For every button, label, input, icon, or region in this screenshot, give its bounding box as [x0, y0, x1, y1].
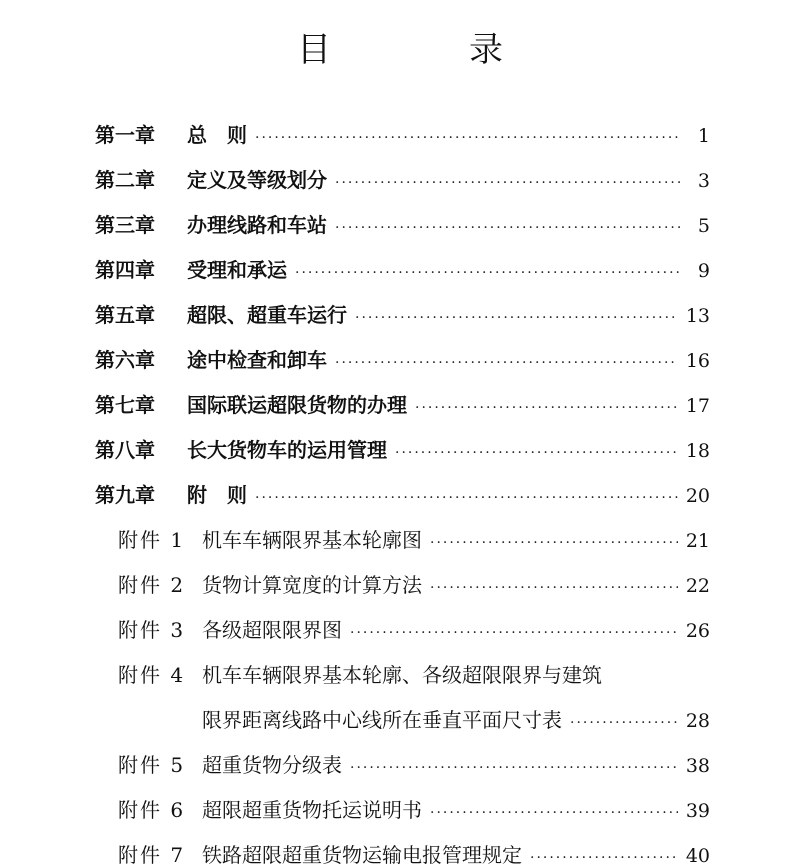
- dot-leader: [255, 130, 680, 146]
- page-number: 5: [697, 215, 710, 237]
- dot-leader: [350, 760, 678, 776]
- dot-leader: [335, 355, 678, 371]
- attachment-number: 附件 2: [118, 573, 186, 597]
- chapter-title: 总 则: [187, 123, 247, 147]
- toc-entry-attachment-6[interactable]: [118, 794, 710, 822]
- toc-entry-attachment-7[interactable]: [118, 839, 710, 867]
- dot-leader: [570, 715, 678, 731]
- dot-leader: [350, 625, 678, 641]
- page-number: 28: [685, 710, 710, 732]
- page-number: 1: [697, 125, 710, 147]
- chapter-title: 定义及等级划分: [187, 168, 327, 192]
- attachment-title: 机车车辆限界基本轮廓、各级超限限界与建筑: [202, 663, 602, 687]
- attachment-title: 机车车辆限界基本轮廓图: [202, 528, 422, 552]
- toc-entry-attachment-1[interactable]: [118, 524, 710, 552]
- toc-entry-chapter-3[interactable]: [95, 209, 710, 237]
- attachment-number: 附件 7: [118, 843, 186, 867]
- toc-entry-chapter-5[interactable]: [95, 299, 710, 327]
- toc-entry-attachment-5[interactable]: [118, 749, 710, 777]
- attachment-title-line2: 限界距离线路中心线所在垂直平面尺寸表: [202, 708, 562, 732]
- dot-leader: [335, 220, 680, 236]
- chapter-title: 受理和承运: [187, 258, 287, 282]
- page-number: 40: [685, 845, 710, 867]
- dot-leader: [430, 580, 678, 596]
- toc-entry-chapter-2[interactable]: [95, 164, 710, 192]
- page-number: 21: [685, 530, 710, 552]
- attachment-number: 附件 4: [118, 663, 186, 687]
- page-number: 18: [685, 440, 710, 462]
- toc-entry-chapter-1[interactable]: [95, 119, 710, 147]
- chapter-title: 国际联运超限货物的办理: [187, 393, 407, 417]
- dot-leader: [355, 310, 678, 326]
- attachment-number: 附件 1: [118, 528, 186, 552]
- page-number: 26: [685, 620, 710, 642]
- page-number: 22: [685, 575, 710, 597]
- dot-leader: [430, 535, 678, 551]
- toc-entry-chapter-4[interactable]: [95, 254, 710, 282]
- page-number: 17: [685, 395, 710, 417]
- chapter-title: 办理线路和车站: [187, 213, 327, 237]
- toc-entry-chapter-9[interactable]: [95, 479, 710, 507]
- dot-leader: [295, 265, 680, 281]
- page-number: 13: [685, 305, 710, 327]
- attachment-title: 货物计算宽度的计算方法: [202, 573, 422, 597]
- chapter-number: 第七章: [95, 393, 155, 417]
- chapter-title: 途中检查和卸车: [187, 348, 327, 372]
- chapter-title: 超限、超重车运行: [187, 303, 347, 327]
- toc-entry-attachment-3[interactable]: [118, 614, 710, 642]
- toc-entry-chapter-7[interactable]: [95, 389, 710, 417]
- page-number: 20: [685, 485, 710, 507]
- chapter-title: 附 则: [187, 483, 247, 507]
- page-title: 目 录: [297, 30, 555, 70]
- dot-leader: [255, 490, 678, 506]
- page-number: 9: [697, 260, 710, 282]
- page-number: 38: [685, 755, 710, 777]
- page-number: 16: [685, 350, 710, 372]
- dot-leader: [395, 445, 678, 461]
- toc-entry-attachment-4[interactable]: [118, 659, 710, 687]
- chapter-number: 第九章: [95, 483, 155, 507]
- dot-leader: [530, 850, 678, 866]
- attachment-number: 附件 3: [118, 618, 186, 642]
- chapter-number: 第二章: [95, 168, 155, 192]
- toc-entry-chapter-6[interactable]: [95, 344, 710, 372]
- page-number: 3: [697, 170, 710, 192]
- attachment-title: 铁路超限超重货物运输电报管理规定: [202, 843, 522, 867]
- attachment-title: 超重货物分级表: [202, 753, 342, 777]
- dot-leader: [335, 175, 680, 191]
- toc-entry-attachment-4-continued[interactable]: [202, 704, 710, 732]
- attachment-title: 各级超限限界图: [202, 618, 342, 642]
- chapter-number: 第八章: [95, 438, 155, 462]
- attachment-title: 超限超重货物托运说明书: [202, 798, 422, 822]
- toc-entry-chapter-8[interactable]: [95, 434, 710, 462]
- chapter-number: 第四章: [95, 258, 155, 282]
- toc-entry-attachment-2[interactable]: [118, 569, 710, 597]
- attachment-number: 附件 5: [118, 753, 186, 777]
- chapter-title: 长大货物车的运用管理: [187, 438, 387, 462]
- chapter-number: 第一章: [95, 123, 155, 147]
- chapter-number: 第三章: [95, 213, 155, 237]
- dot-leader: [415, 400, 678, 416]
- attachment-number: 附件 6: [118, 798, 186, 822]
- chapter-number: 第五章: [95, 303, 155, 327]
- dot-leader: [430, 805, 678, 821]
- chapter-number: 第六章: [95, 348, 155, 372]
- page-number: 39: [685, 800, 710, 822]
